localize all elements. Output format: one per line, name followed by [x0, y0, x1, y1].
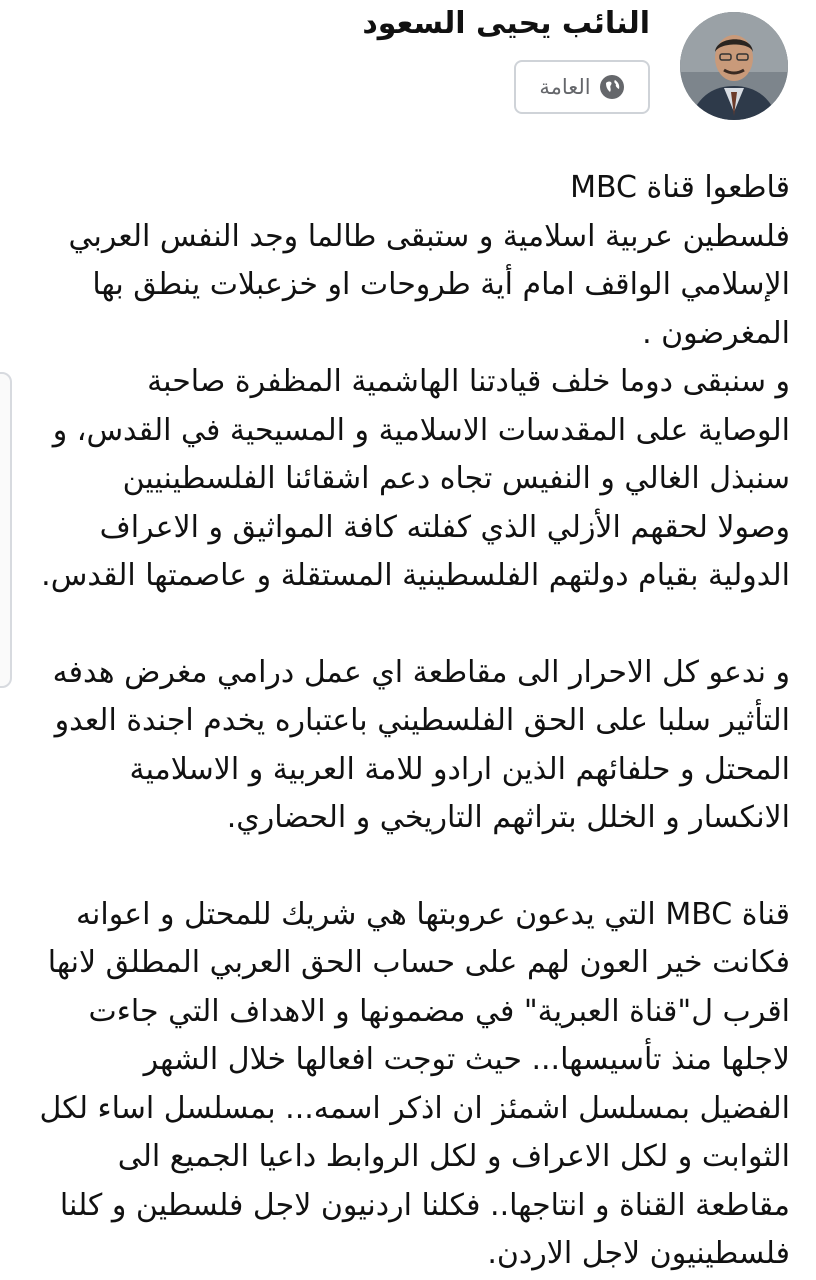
text-line: و سنبقى دوما خلف قيادتنا الهاشمية المظفرة صاحبة [147, 364, 790, 399]
text-line: فلسطينيون لاجل الاردن. [487, 1236, 790, 1271]
text-line: الإسلامي الواقف امام أية طروحات او خزعبلات ينطق بها [92, 267, 790, 302]
side-drag-handle[interactable] [0, 372, 12, 688]
text-line: الدولية بقيام دولتهم الفلسطينية المستقلة و عاصمتها القدس. [41, 558, 790, 593]
paragraph-spacer [20, 843, 790, 891]
text-line: مقاطعة القناة و انتاجها.. فكلنا اردنيون لاجل فلسطين و كلنا [59, 1187, 790, 1223]
text-line: لاجلها منذ تأسيسها... حيث توجت افعالها خلال الشهر [143, 1042, 790, 1077]
text-line: فلسطين عربية اسلامية و ستبقى طالما وجد النفس العربي [68, 218, 790, 254]
text-line: اقرب ل"قناة العبرية" في مضمونها و الاهداف التي جاءت [88, 993, 790, 1029]
text-line: المحتل و حلفائهم الذين ارادو للامة العربية و الاسلامية [129, 751, 790, 787]
globe-icon [599, 74, 625, 100]
text-line: سنبذل الغالي و النفيس تجاه دعم اشقائنا الفلسطينيين [122, 461, 790, 496]
paragraph-spacer [20, 601, 790, 649]
paragraph-3 [20, 891, 790, 1279]
text-line: الثوابت و لكل الاعراف و لكل الروابط داعيا الجميع الى [117, 1139, 790, 1174]
text-line: قناة MBC التي يدعون عروبتها هي شريك للمحتل و اعوانه [75, 896, 790, 932]
audience-selector[interactable] [514, 60, 650, 114]
text-line: وصولا لحقهم الأزلي الذي كفلته كافة المواثيق و الاعراف [99, 509, 790, 545]
audience-label: العامة [539, 75, 591, 99]
text-line: الوصاية على المقدسات الاسلامية و المسيحية في القدس، و [52, 412, 790, 448]
post-text [20, 164, 790, 1279]
text-line: فكانت خير العون لهم على حساب الحق العربي المطلق لانها [47, 945, 790, 980]
author-name[interactable]: النائب يحيى السعود [362, 6, 650, 41]
avatar[interactable] [680, 12, 788, 120]
text-line: المغرضون . [642, 315, 790, 351]
text-line: و ندعو كل الاحرار الى مقاطعة اي عمل درامي مغرض هدفه [52, 654, 790, 690]
text-line: قاطعوا قناة MBC [570, 170, 790, 205]
text-line: الانكسار و الخلل بتراثهم التاريخي و الحضاري. [226, 800, 790, 835]
post-header [0, 0, 816, 130]
paragraph-1 [20, 164, 790, 601]
avatar-portrait-icon [680, 12, 788, 120]
paragraph-2 [20, 649, 790, 843]
text-line: التأثير سلبا على الحق الفلسطيني باعتباره يخدم اجندة العدو [54, 703, 790, 738]
text-line: الفضيل بمسلسل اشمئز ان اذكر اسمه... بمسلسل اساء لكل [39, 1090, 790, 1126]
